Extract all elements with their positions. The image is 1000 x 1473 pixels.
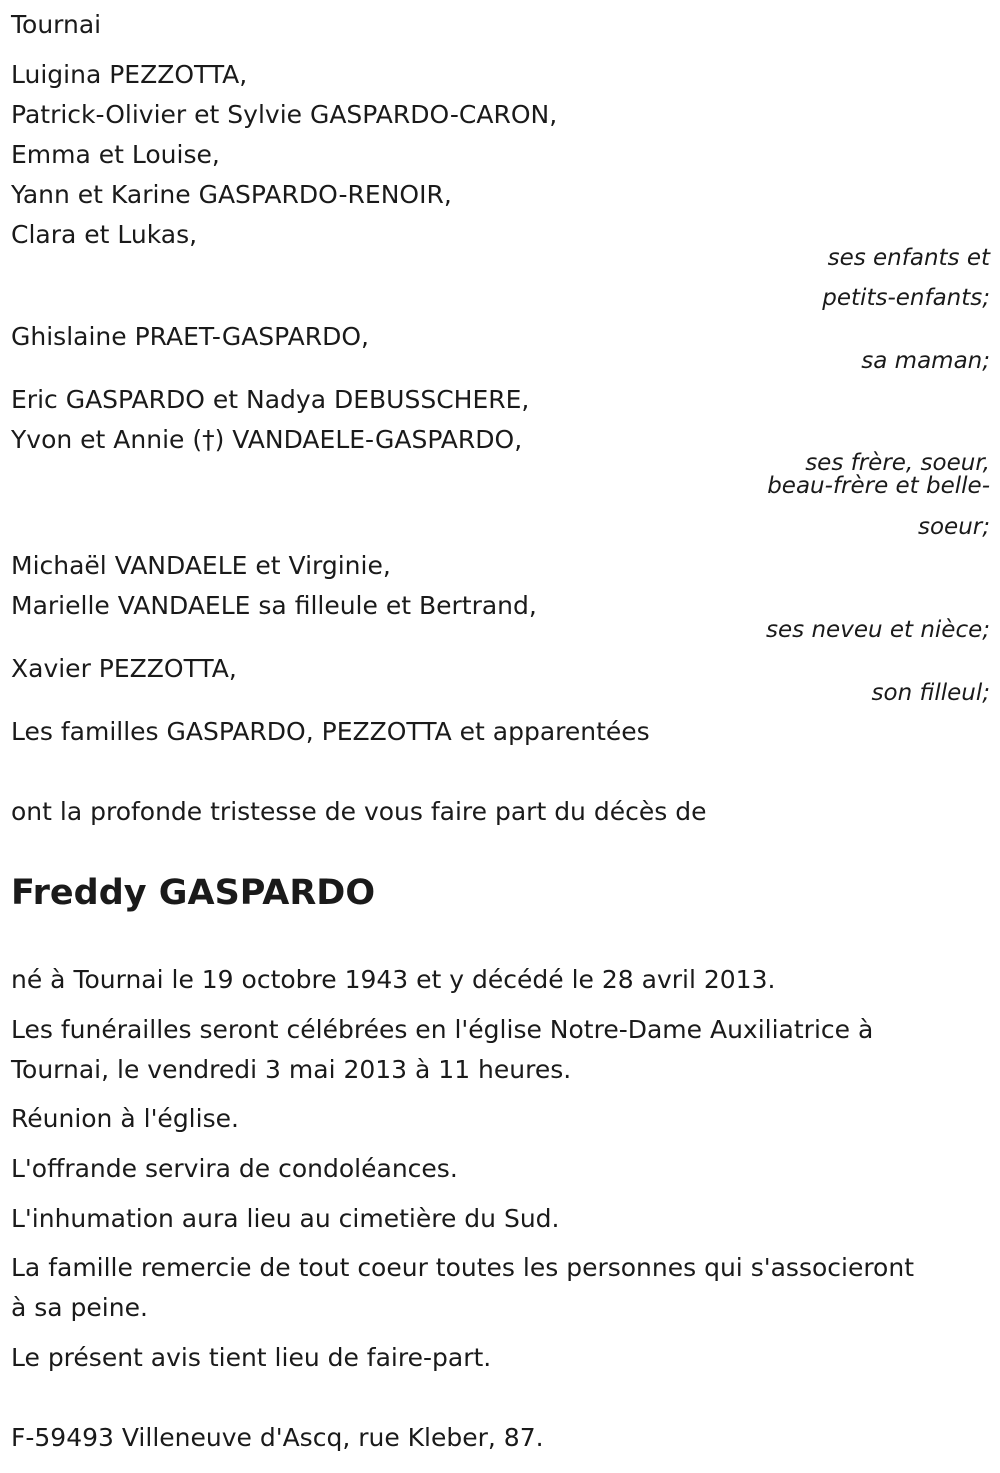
- burial-line: L'inhumation aura lieu au cimetière du Sud.: [11, 1204, 560, 1233]
- family-member-line: Emma et Louise,: [11, 140, 220, 169]
- notice-line: Le présent avis tient lieu de faire-part.: [11, 1343, 492, 1372]
- relation-label: ses frère, soeur,: [805, 450, 990, 476]
- funeral-line: Les funérailles seront célébrées en l'église Notre-Dame Auxiliatrice à: [11, 1015, 874, 1044]
- deceased-name: Freddy GASPARDO: [11, 873, 376, 913]
- family-member-line: Yvon et Annie (†) VANDAELE-GASPARDO,: [11, 425, 523, 454]
- family-member-line: Ghislaine PRAET-GASPARDO,: [11, 322, 369, 351]
- meeting-line: Réunion à l'église.: [11, 1104, 239, 1133]
- announcement-text: ont la profonde tristesse de vous faire part du décès de: [11, 797, 707, 826]
- family-member-line: Clara et Lukas,: [11, 220, 198, 249]
- relation-label: son filleul;: [871, 680, 990, 706]
- relation-label: soeur;: [918, 514, 990, 540]
- family-member-line: Eric GASPARDO et Nadya DEBUSSCHERE,: [11, 385, 530, 414]
- relation-label: beau-frère et belle-: [767, 473, 990, 499]
- address-line: F-59493 Villeneuve d'Ascq, rue Kleber, 87.: [11, 1423, 544, 1452]
- family-member-line: Xavier PEZZOTTA,: [11, 654, 237, 683]
- relation-label: ses neveu et nièce;: [766, 617, 990, 643]
- family-member-line: Yann et Karine GASPARDO-RENOIR,: [11, 180, 452, 209]
- families-line: Les familles GASPARDO, PEZZOTTA et apparentées: [11, 717, 650, 746]
- family-member-line: Marielle VANDAELE sa filleule et Bertrand,: [11, 591, 537, 620]
- funeral-line: Tournai, le vendredi 3 mai 2013 à 11 heures.: [11, 1055, 572, 1084]
- relation-label: sa maman;: [861, 348, 990, 374]
- thanks-line: La famille remercie de tout coeur toutes les personnes qui s'associeront: [11, 1253, 915, 1282]
- family-member-line: Patrick-Olivier et Sylvie GASPARDO-CARON,: [11, 100, 558, 129]
- relation-label: ses enfants et: [827, 245, 990, 271]
- family-member-line: Michaël VANDAELE et Virginie,: [11, 551, 391, 580]
- birth-death-line: né à Tournai le 19 octobre 1943 et y décédé le 28 avril 2013.: [11, 965, 776, 994]
- thanks-line: à sa peine.: [11, 1293, 148, 1322]
- relation-label: petits-enfants;: [822, 285, 990, 311]
- city: Tournai: [11, 10, 102, 39]
- family-member-line: Luigina PEZZOTTA,: [11, 60, 248, 89]
- offering-line: L'offrande servira de condoléances.: [11, 1154, 458, 1183]
